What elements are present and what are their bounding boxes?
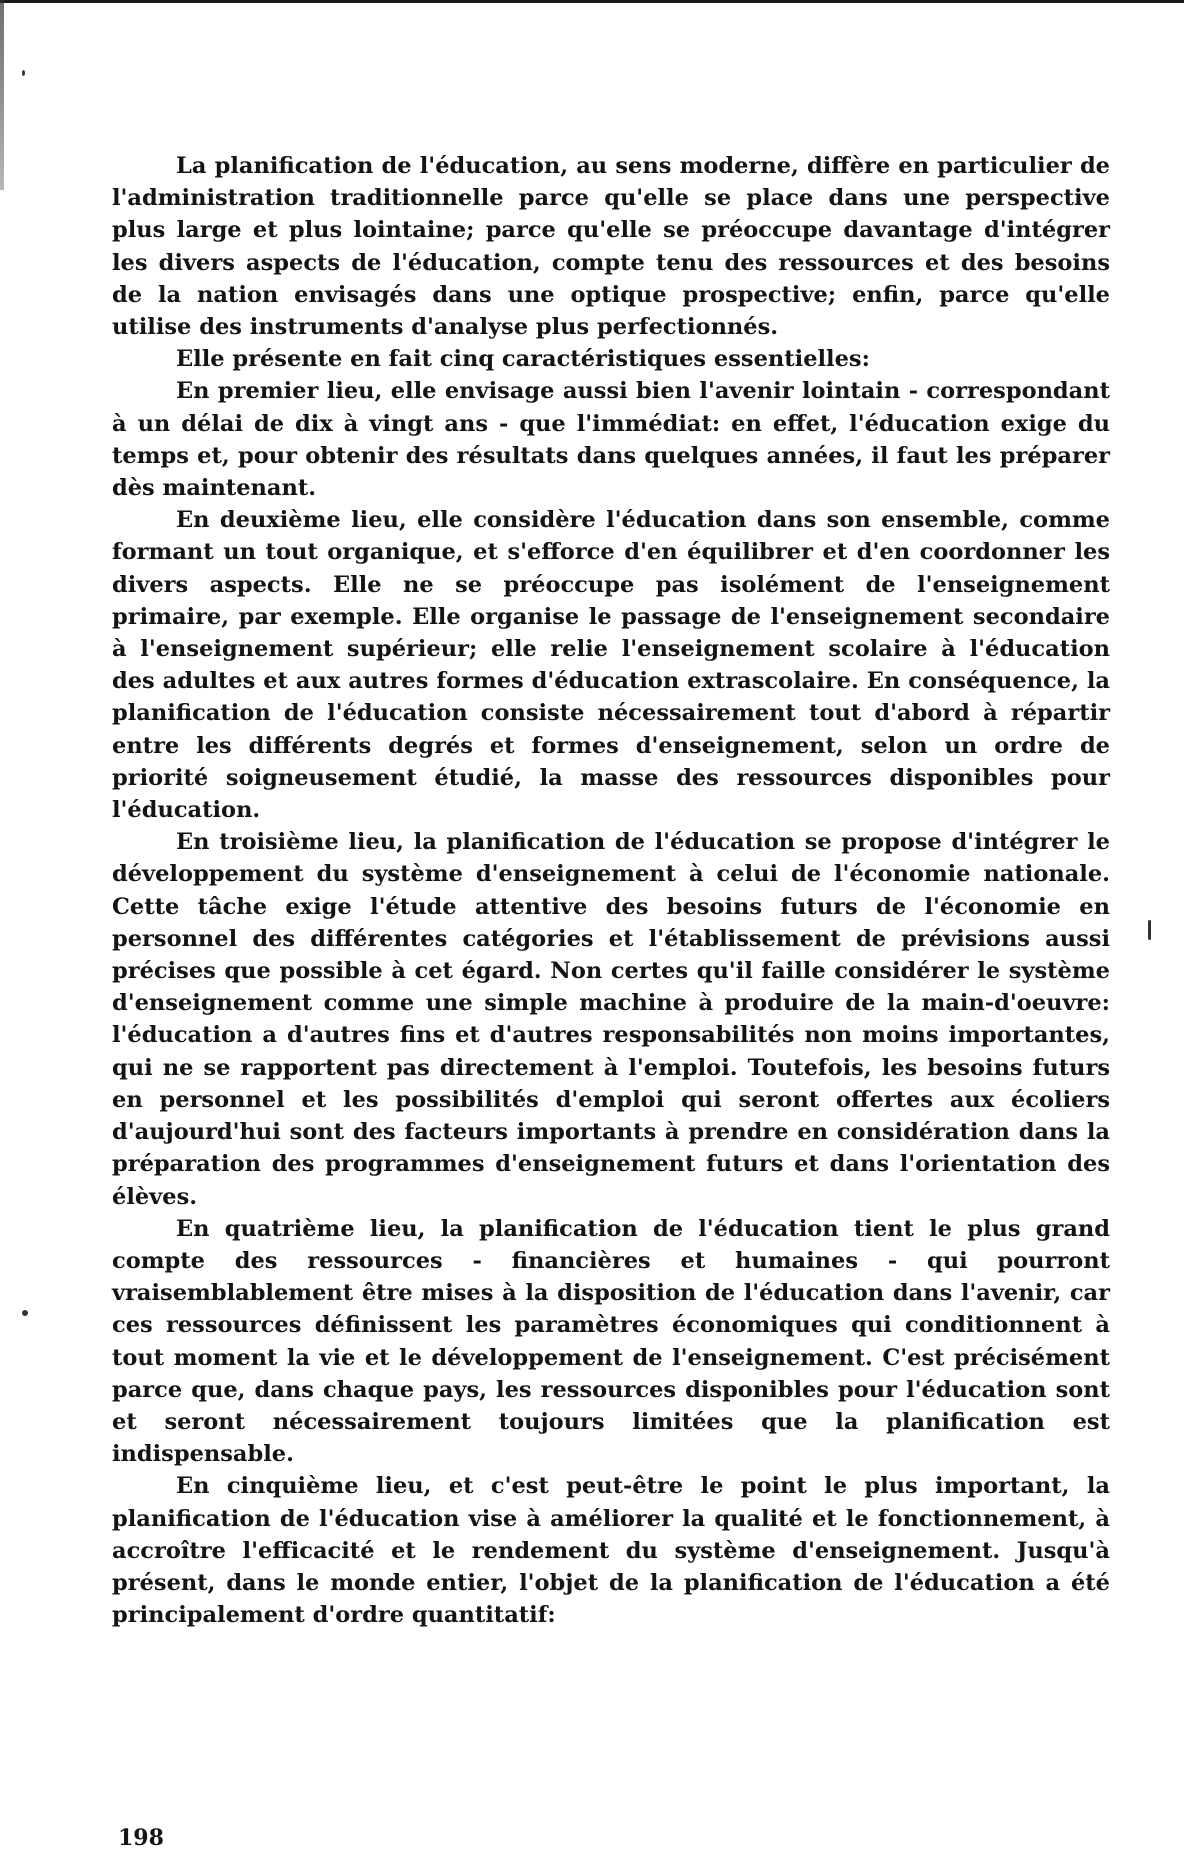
paragraph-fourth-point: En quatrième lieu, la planification de l'éducation tient le plus grand compte des ressources - financières et humaines - qui pourront vraisemblablement être mises à la disposition de l'éducation dans l'avenir, car ces ressources définissent les paramètres économiques qui conditionnent à tout moment la vie et le développement de l'enseignement. C'est précisément parce que, dans chaque pays, les ressources disponibles pour l'éducation sont et seront nécessairement toujours limitées que la planification est indispensable. — [112, 1215, 1110, 1468]
top-border-rule — [0, 0, 1184, 3]
paragraph-second-point: En deuxième lieu, elle considère l'éducation dans son ensemble, comme formant un tout organique, et s'efforce d'en équilibrer et d'en coordonner les divers aspects. Elle ne se préoccupe pas isolément de l'enseignement primaire, par exemple. Elle organise le passage de l'enseignement secondaire à l'enseignement supérieur; elle relie l'enseignement scolaire à l'éducation des adultes et aux autres formes d'éducation extrascolaire. En conséquence, la planification de l'éducation consiste nécessairement tout d'abord à répartir entre les différents degrés et formes d'enseignement, selon un ordre de priorité soigneusement étudié, la masse des ressources disponibles pour l'éducation. — [112, 507, 1110, 824]
paragraph-intro: La planification de l'éducation, au sens moderne, diffère en particulier de l'administration traditionnelle parce qu'elle se place dans une perspective plus large et plus lointaine; parce qu'elle se préoccupe davantage d'intégrer les divers aspects de l'éducation, compte tenu des ressources et des besoins de la nation envisagés dans une optique prospective; enfin, parce qu'elle utilise des instruments d'analyse plus perfectionnés. — [112, 153, 1110, 341]
scan-speck — [22, 70, 25, 76]
left-page-edge — [0, 0, 4, 190]
paragraph-third-point: En troisième lieu, la planification de l'éducation se propose d'intégrer le développement du système d'enseignement à celui de l'économie nationale. Cette tâche exige l'étude attentive des besoins futurs de l'économie en personnel des différentes catégories et l'établissement de prévisions aussi précises que possible à cet égard. Non certes qu'il faille considérer le système d'enseignement comme une simple machine à produire de la main-d'oeuvre: l'éducation a d'autres fins et d'autres responsabilités non moins importantes, qui ne se rapportent pas directement à l'emploi. Toutefois, les besoins futurs en personnel et les possibilités d'emploi qui seront offertes aux écoliers d'aujourd'hui sont des facteurs importants à prendre en considération dans la préparation des programmes d'enseignement futurs et dans l'orientation des élèves. — [112, 829, 1110, 1210]
page-number: 198 — [118, 1825, 164, 1851]
paragraph-first-point: En premier lieu, elle envisage aussi bien l'avenir lointain - correspondant à un délai de dix à vingt ans - que l'immédiat: en effet, l'éducation exige du temps et, pour obtenir des résultats dans quelques années, il faut les préparer dès maintenant. — [112, 378, 1110, 502]
body-text — [112, 150, 1110, 1631]
scan-speck — [22, 1310, 28, 1316]
scan-speck — [1148, 920, 1151, 940]
paragraph-characteristics: Elle présente en fait cinq caractéristiques essentielles: — [176, 346, 870, 373]
paragraph-fifth-point: En cinquième lieu, et c'est peut-être le point le plus important, la planification de l'éducation vise à améliorer la qualité et le fonctionnement, à accroître l'efficacité et le rendement du système d'enseignement. Jusqu'à présent, dans le monde entier, l'objet de la planification de l'éducation a été principalement d'ordre quantitatif: — [112, 1473, 1110, 1629]
